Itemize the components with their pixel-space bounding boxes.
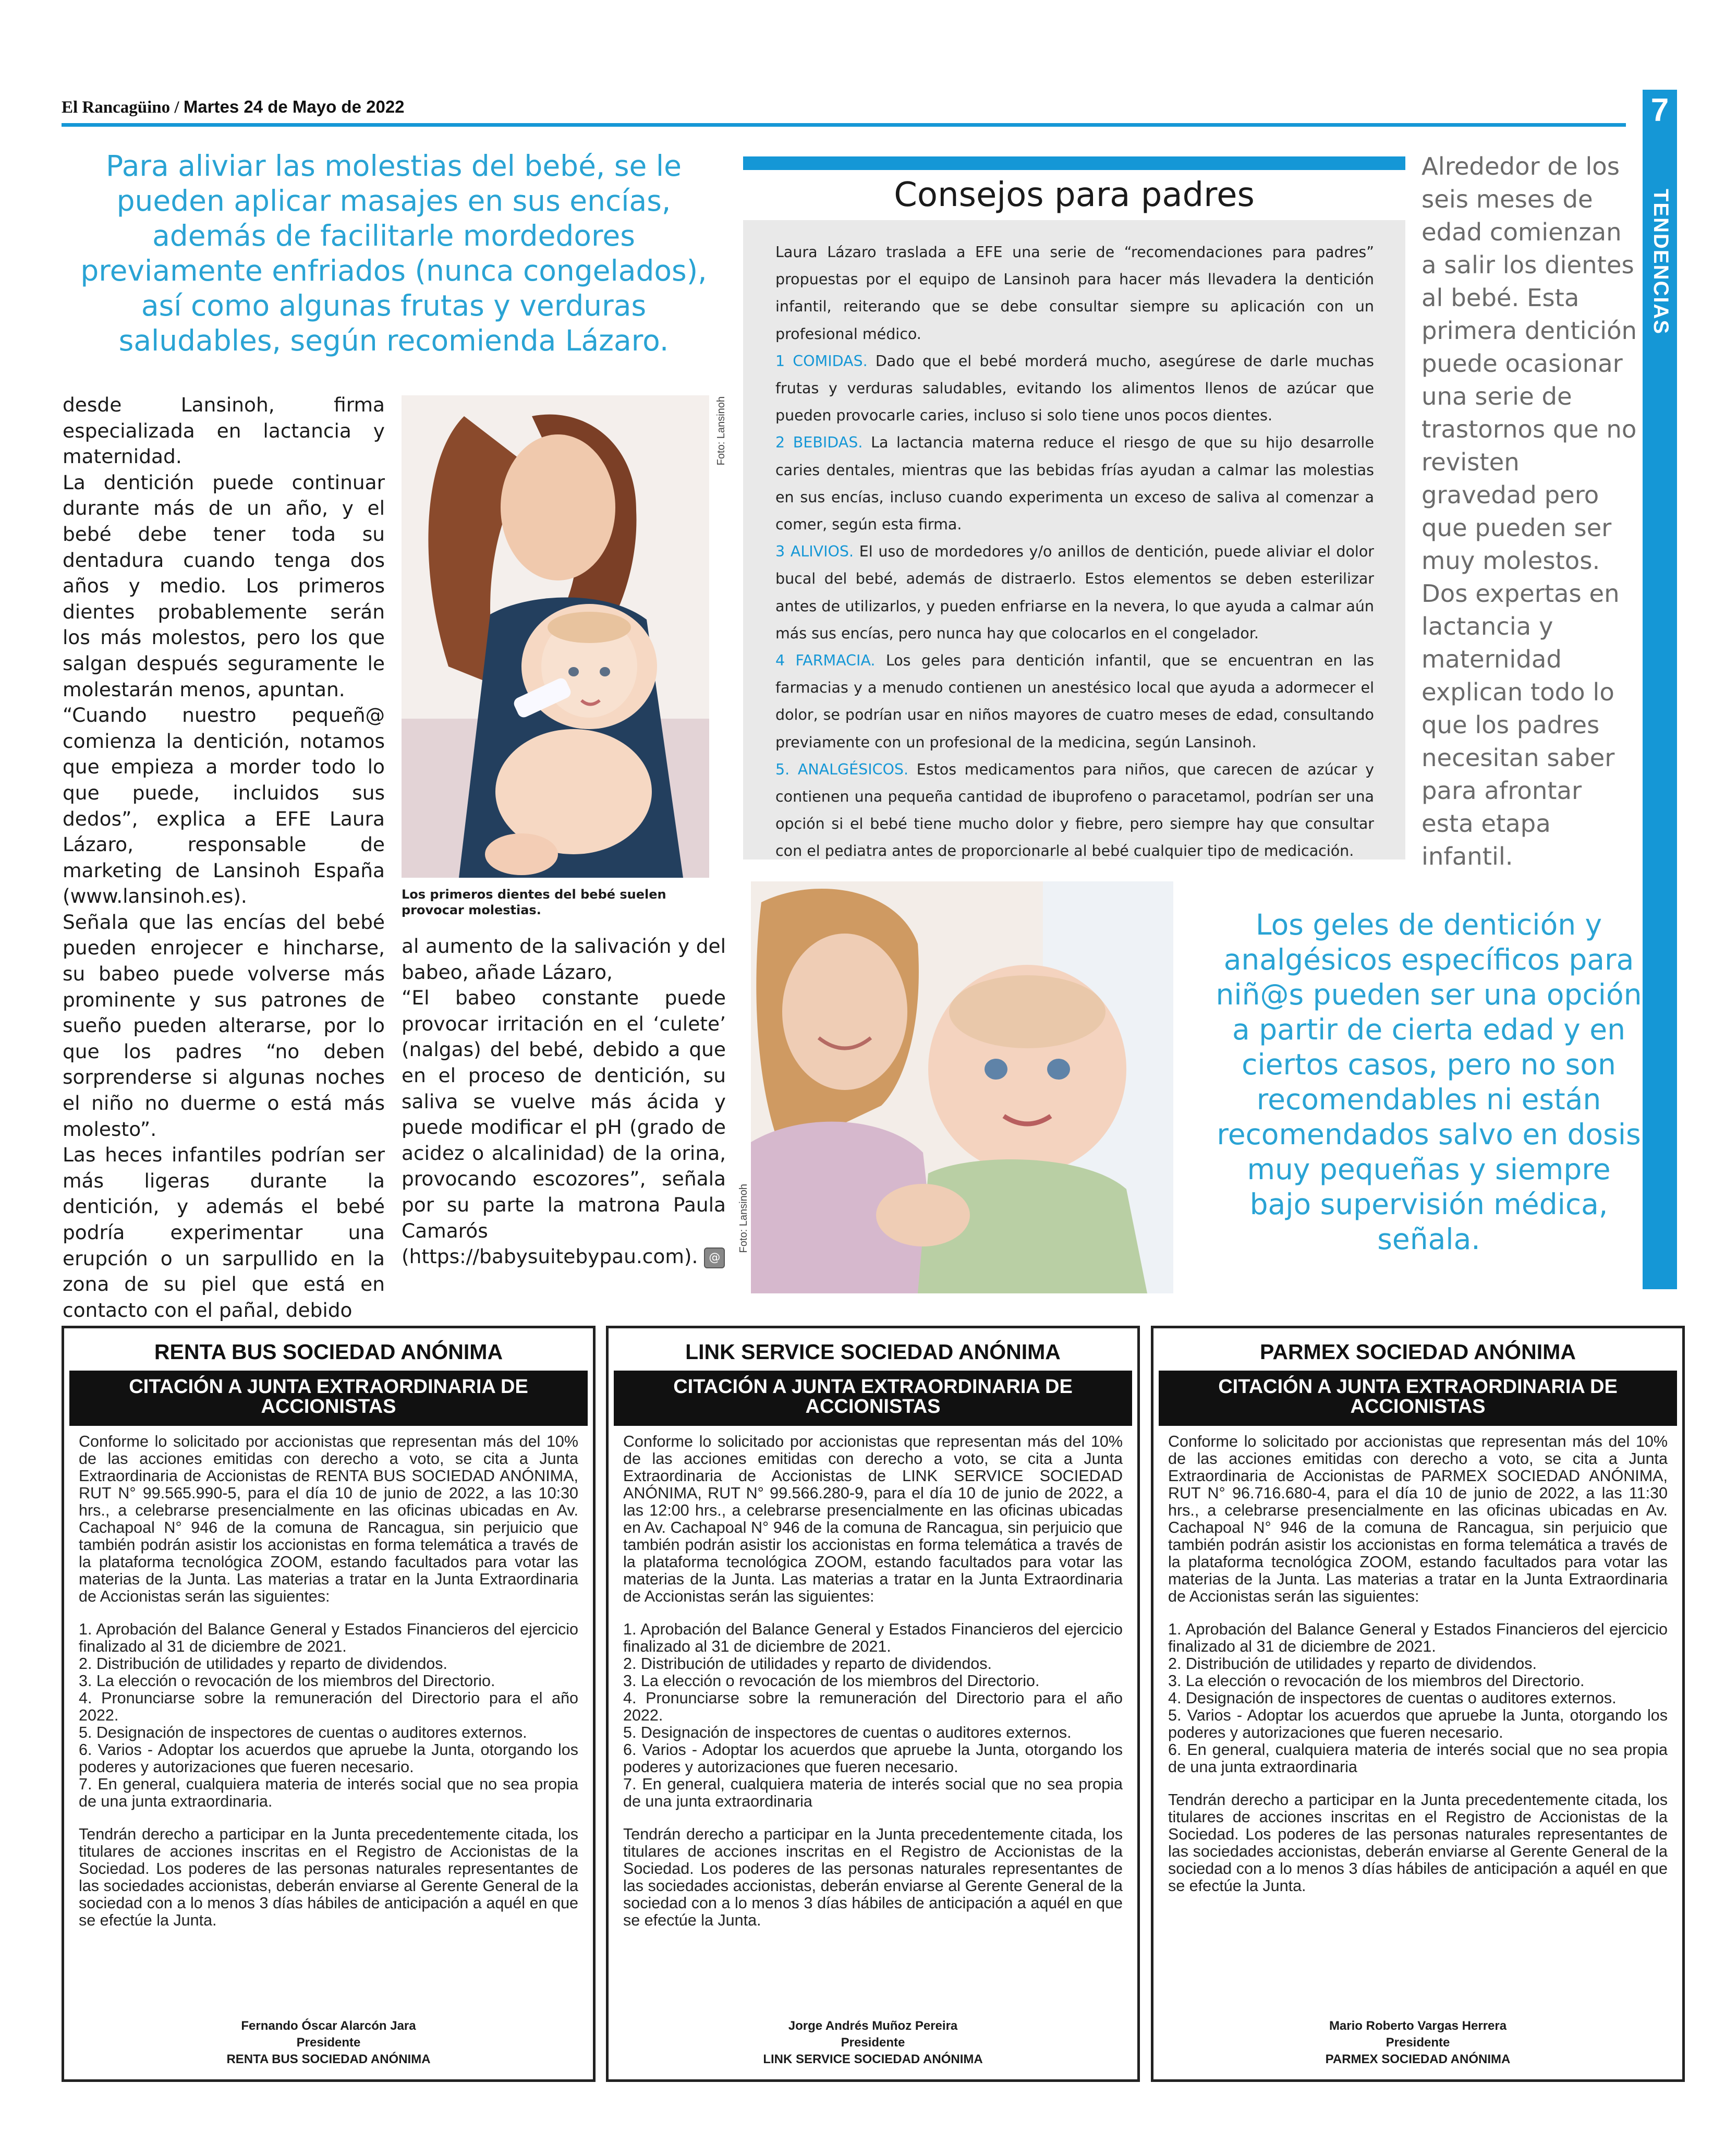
photo-mother-smiling-baby bbox=[751, 881, 1173, 1293]
notice-text bbox=[1153, 1426, 1682, 1895]
signer-role: Presidente bbox=[296, 2036, 361, 2050]
consejos-intro: Laura Lázaro traslada a EFE una serie de “recomendaciones para padres” propuestas por el equipo de Lansinoh para hacer más llevadera la dentición infantil, reiterando que se debe consultar siempre su aplicación con un profesional médico. bbox=[775, 244, 1374, 343]
agenda-item: 1. Aprobación del Balance General y Estados Financieros del ejercicio finalizado al 31 de diciembre de 2021. bbox=[623, 1620, 1123, 1655]
notice-closing: Tendrán derecho a participar en la Junta precedentemente citada, los titulares de acciones inscritas en el Registro de Accionistas de la Sociedad. Los poderes de las personas naturales representantes de las sociedades accionistas, deberán enviarse al Gerente General de la sociedad con a lo menos 3 días hábiles de anticipación a aquél en que se efectúe la Junta. bbox=[79, 1825, 578, 1929]
photo-illustration bbox=[751, 881, 1173, 1293]
photo-1-credit: Foto: Lansinoh bbox=[715, 396, 727, 466]
consejo-text: La lactancia materna reduce el riesgo de que su hijo desarrolle caries dentales, mientras que las bebidas frías ayudan a calmar las molestias en sus encías, incluso cuando experimenta un exceso de saliva al comenzar a comer, según esta firma. bbox=[775, 434, 1374, 534]
notice-intro: Conforme lo solicitado por accionistas que representan más del 10% de las acciones emitidas con derecho a voto, se cita a Junta Extraordinaria de Accionistas de LINK SERVICE SOCIEDAD ANÓNIMA, RUT N° 99.566.280-9, para el día 10 de junio de 2022, a las 12:00 hrs., a celebrarse presencialmente en las oficinas ubicadas en Av. Cachapoal N° 946 de la comuna de Rancagua, sin perjuicio que también podrán asistir los accionistas en forma telemática a través de la plataforma tecnológica ZOOM, estando facultados para votar las materias de la Junta. Las materias a tratar en la Junta Extraordinaria de Accionistas serán las siguientes: bbox=[623, 1433, 1123, 1605]
notice-signature bbox=[609, 2018, 1137, 2068]
article-paragraph: La dentición puede continuar durante más de un año, y el bebé debe tener toda su dentadura cuando tenga dos años y medio. Los primeros dientes probablemente serán los más molestos, pero los que salgan después seguramente le molestarán menos, apuntan. bbox=[63, 470, 385, 701]
agenda-item: 1. Aprobación del Balance General y Estados Financieros del ejercicio finalizado al 31 de diciembre de 2021. bbox=[79, 1620, 578, 1655]
notice-heading: CITACIÓN A JUNTA EXTRAORDINARIA DE ACCIONISTAS bbox=[69, 1371, 588, 1426]
notice-company: PARMEX SOCIEDAD ANÓNIMA bbox=[1260, 1340, 1576, 1364]
consejo-text: Los geles para dentición infantil, que se encuentran en las farmacias y a menudo contienen un anestésico local que ayuda a adormecer el dolor, se podrían usar en niños mayores de cuatro meses de edad, consultando previamente con un profesional de la medicina, según Lansinoh. bbox=[775, 652, 1374, 751]
page-number: 7 bbox=[1650, 92, 1669, 128]
consejo-label: 2 BEBIDAS. bbox=[775, 434, 863, 452]
signer-name: Mario Roberto Vargas Herrera bbox=[1329, 2019, 1507, 2033]
notice-closing: Tendrán derecho a participar en la Junta precedentemente citada, los titulares de acciones inscritas en el Registro de Accionistas de la Sociedad. Los poderes de las personas naturales representantes de las sociedades accionistas, deberán enviarse al Gerente General de la sociedad con a lo menos 3 días hábiles de anticipación a aquél en que se efectúe la Junta. bbox=[623, 1825, 1123, 1929]
consejo-label: 4 FARMACIA. bbox=[775, 652, 876, 670]
section-label: TENDENCIAS bbox=[1649, 189, 1672, 335]
end-mark-icon: @ bbox=[704, 1247, 725, 1268]
article-paragraph: Señala que las encías del bebé pueden enrojecer e hincharse, su babeo puede volverse más prominente y sus patrones de sueño pueden alterarse, por lo que los padres “no deben sorprenderse si algunas noches el niño no duerme o está más molesto”. bbox=[63, 910, 385, 1141]
article-paragraph: desde Lansinoh, firma especializada en lactancia y maternidad. bbox=[63, 393, 385, 468]
article-paragraph-text: “El babeo constante puede provocar irritación en el ‘culete’ (nalgas) del bebé, debido a que en el proceso de dentición, su saliva se vuelve más ácida y puede modificar el pH (grado de acidez o alcalinidad) de la orina, provocando escozores”, señala por su parte la matrona Paula Camarós (https://babysuitebypau.com). bbox=[402, 986, 726, 1268]
header-rule bbox=[62, 123, 1626, 127]
pull-quote-top: Para aliviar las molestias del bebé, se le pueden aplicar masajes en sus encías, además de facilitarle mordedores previamente enfriados (nunca congelados), así como algunas frutas y verduras saludables, según recomienda Lázaro. bbox=[80, 149, 707, 357]
newspaper-name: El Rancagüino bbox=[62, 98, 171, 117]
agenda-item: 6. En general, cualquiera materia de interés social que no sea propia de una junta extraordinaria bbox=[1168, 1741, 1668, 1776]
agenda-item: 1. Aprobación del Balance General y Estados Financieros del ejercicio finalizado al 31 de diciembre de 2021. bbox=[1168, 1620, 1668, 1655]
agenda-item: 6. Varios - Adoptar los acuerdos que apruebe la Junta, otorgando los poderes y autorizaciones que fueren necesario. bbox=[623, 1741, 1123, 1776]
consejo-text: El uso de mordedores y/o anillos de dentición, puede aliviar el dolor bucal del bebé, además de distraerlo. Estos elementos se deben esterilizar antes de utilizarlos, y pueden enfriarse en la nevera, lo que ayuda a calmar aún más sus encías, pero nunca hay que colocarlos en el congelador. bbox=[775, 543, 1374, 642]
notice-text bbox=[609, 1426, 1137, 1929]
agenda-item: 5. Designación de inspectores de cuentas o auditores externos. bbox=[79, 1724, 527, 1741]
consejos-box-bar bbox=[743, 156, 1405, 170]
article-paragraph: “Cuando nuestro pequeñ@ comienza la dentición, notamos que empieza a morder todo lo que puede, incluidos sus dedos”, explica a EFE Laura Lázaro, responsable de marketing de Lansinoh España (www.lansinoh.es). bbox=[63, 704, 385, 908]
legal-notice-parmex bbox=[1151, 1326, 1685, 2082]
agenda-item: 7. En general, cualquiera materia de interés social que no sea propia de una junta extraordinaria bbox=[623, 1775, 1123, 1810]
consejos-title: Consejos para padres bbox=[743, 170, 1405, 220]
pull-quote-bottom: Los geles de dentición y analgésicos específicos para niñ@s pueden ser una opción a partir de cierta edad y en ciertos casos, pero no son recomendables ni están recomendados salvo en dosis muy pequeñas y siempre bajo supervisión médica, señala. bbox=[1216, 908, 1642, 1256]
consejos-body bbox=[775, 239, 1374, 865]
signer-name: Jorge Andrés Muñoz Pereira bbox=[788, 2019, 958, 2033]
legal-notice-renta-bus bbox=[62, 1326, 596, 2082]
signer-role: Presidente bbox=[1386, 2036, 1450, 2050]
photo-illustration bbox=[402, 395, 709, 878]
agenda-item: 3. La elección o revocación de los miembros del Directorio. bbox=[623, 1672, 1040, 1690]
notice-text bbox=[64, 1426, 593, 1929]
notice-agenda bbox=[1168, 1621, 1668, 1776]
photo-1-caption: Los primeros dientes del bebé suelen provocar molestias. bbox=[402, 887, 666, 917]
notice-heading: CITACIÓN A JUNTA EXTRAORDINARIA DE ACCIONISTAS bbox=[614, 1371, 1132, 1426]
notice-company: LINK SERVICE SOCIEDAD ANÓNIMA bbox=[685, 1340, 1061, 1364]
signer-company: RENTA BUS SOCIEDAD ANÓNIMA bbox=[226, 2052, 431, 2066]
agenda-item: 5. Designación de inspectores de cuentas o auditores externos. bbox=[623, 1724, 1072, 1741]
consejo-text: Estos medicamentos para niños, que carecen de azúcar y contienen una pequeña cantidad de ibuprofeno o paracetamol, podrían ser una opción si el bebé tiene mucho dolor y fiebre, pero siempre hay que consultar con el pediatra antes de proporcionarle al bebé cualquier tipo de medicación. bbox=[775, 760, 1375, 860]
intro-right-column: Alrededor de los seis meses de edad comienzan a salir los dientes al bebé. Esta primera dentición puede ocasionar una serie de trastornos que no revisten gravedad pero que pueden ser muy molestos. Dos expertas en lactancia y maternidad explican todo lo que los padres necesitan saber para afrontar esta etapa infantil. bbox=[1422, 152, 1637, 870]
signer-company: PARMEX SOCIEDAD ANÓNIMA bbox=[1325, 2052, 1511, 2066]
agenda-item: 4. Pronunciarse sobre la remuneración del Directorio para el año 2022. bbox=[623, 1689, 1123, 1724]
notice-heading: CITACIÓN A JUNTA EXTRAORDINARIA DE ACCIONISTAS bbox=[1159, 1371, 1677, 1426]
agenda-item: 3. La elección o revocación de los miembros del Directorio. bbox=[79, 1672, 495, 1690]
issue-date: Martes 24 de Mayo de 2022 bbox=[183, 97, 405, 116]
signer-role: Presidente bbox=[841, 2036, 905, 2050]
agenda-item: 2. Distribución de utilidades y reparto de dividendos. bbox=[623, 1655, 992, 1673]
masthead bbox=[62, 97, 405, 117]
agenda-item: 5. Varios - Adoptar los acuerdos que apruebe la Junta, otorgando los poderes y autorizaciones que fueren necesario. bbox=[1168, 1706, 1668, 1741]
notice-agenda bbox=[79, 1621, 578, 1810]
signer-name: Fernando Óscar Alarcón Jara bbox=[241, 2019, 416, 2033]
agenda-item: 2. Distribución de utilidades y reparto de dividendos. bbox=[1168, 1655, 1537, 1673]
article-paragraph: Las heces infantiles podrían ser más ligeras durante la dentición, y además el bebé podría experimentar una erupción o un sarpullido en la zona de su piel que está en contacto con el pañal, debido bbox=[63, 1143, 385, 1322]
notice-agenda bbox=[623, 1621, 1123, 1810]
notice-signature bbox=[1153, 2018, 1682, 2068]
agenda-item: 2. Distribución de utilidades y reparto de dividendos. bbox=[79, 1655, 447, 1673]
signer-company: LINK SERVICE SOCIEDAD ANÓNIMA bbox=[763, 2052, 983, 2066]
legal-notice-link-service bbox=[606, 1326, 1140, 2082]
article-column-2 bbox=[402, 934, 726, 1270]
masthead-separator: / bbox=[170, 98, 184, 117]
agenda-item: 4. Designación de inspectores de cuentas o auditores externos. bbox=[1168, 1689, 1617, 1707]
agenda-item: 7. En general, cualquiera materia de interés social que no sea propia de una junta extraordinaria. bbox=[79, 1775, 578, 1810]
notice-intro: Conforme lo solicitado por accionistas que representan más del 10% de las acciones emitidas con derecho a voto, se cita a Junta Extraordinaria de Accionistas de PARMEX SOCIEDAD ANÓNIMA, RUT N° 96.716.680-4, para el día 10 de junio de 2022, a las 11:30 hrs., a celebrarse presencialmente en las oficinas ubicadas en Av. Cachapoal N° 946 de la comuna de Rancagua, sin perjuicio que también podrán asistir los accionistas en forma telemática a través de la plataforma tecnológica ZOOM, estando facultados para votar las materias de la Junta. Las materias a tratar en la Junta Extraordinaria de Accionistas serán las siguientes: bbox=[1168, 1433, 1668, 1605]
section-tab bbox=[1643, 90, 1677, 1289]
agenda-item: 4. Pronunciarse sobre la remuneración del Directorio para el año 2022. bbox=[79, 1689, 578, 1724]
photo-mother-baby-teether bbox=[402, 395, 709, 878]
notice-signature bbox=[64, 2018, 593, 2068]
notice-intro: Conforme lo solicitado por accionistas que representan más del 10% de las acciones emitidas con derecho a voto, se cita a Junta Extraordinaria de Accionistas de RENTA BUS SOCIEDAD ANÓNIMA, RUT N° 99.565.990-5, para el día 10 de junio de 2022, a las 10:30 hrs., a celebrarse presencialmente en las oficinas ubicadas en Av. Cachapoal N° 946 de la comuna de Rancagua, sin perjuicio que también podrán asistir los accionistas en forma telemática a través de la plataforma tecnológica ZOOM, estando facultados para votar las materias de la Junta. Las materias a tratar en la Junta Extraordinaria de Accionistas serán las siguientes: bbox=[79, 1433, 578, 1605]
notice-company: RENTA BUS SOCIEDAD ANÓNIMA bbox=[154, 1340, 503, 1364]
consejo-label: 5. ANALGÉSICOS. bbox=[775, 760, 909, 778]
consejo-label: 3 ALIVIOS. bbox=[775, 543, 854, 561]
agenda-item: 3. La elección o revocación de los miembros del Directorio. bbox=[1168, 1672, 1585, 1690]
consejo-label: 1 COMIDAS. bbox=[775, 352, 868, 370]
photo-2-credit: Foto: Lansinoh bbox=[738, 1184, 749, 1253]
agenda-item: 6. Varios - Adoptar los acuerdos que apruebe la Junta, otorgando los poderes y autorizaciones que fueren necesario. bbox=[79, 1741, 578, 1776]
article-column-1 bbox=[63, 392, 385, 1323]
article-paragraph bbox=[402, 985, 726, 1270]
article-paragraph: al aumento de la salivación y del babeo, añade Lázaro, bbox=[402, 935, 726, 984]
notice-closing: Tendrán derecho a participar en la Junta precedentemente citada, los titulares de acciones inscritas en el Registro de Accionistas de la Sociedad. Los poderes de las personas naturales representantes de las sociedades accionistas, deberán enviarse al Gerente General de la sociedad con a lo menos 3 días hábiles de anticipación a aquél en que se efectúe la Junta. bbox=[1168, 1791, 1668, 1895]
consejo-text: Dado que el bebé morderá mucho, asegúrese de darle muchas frutas y verduras saludables, evitando los alimentos llenos de azúcar que pueden provocarle caries, incluso si solo tiene unos pocos dientes. bbox=[775, 352, 1374, 425]
